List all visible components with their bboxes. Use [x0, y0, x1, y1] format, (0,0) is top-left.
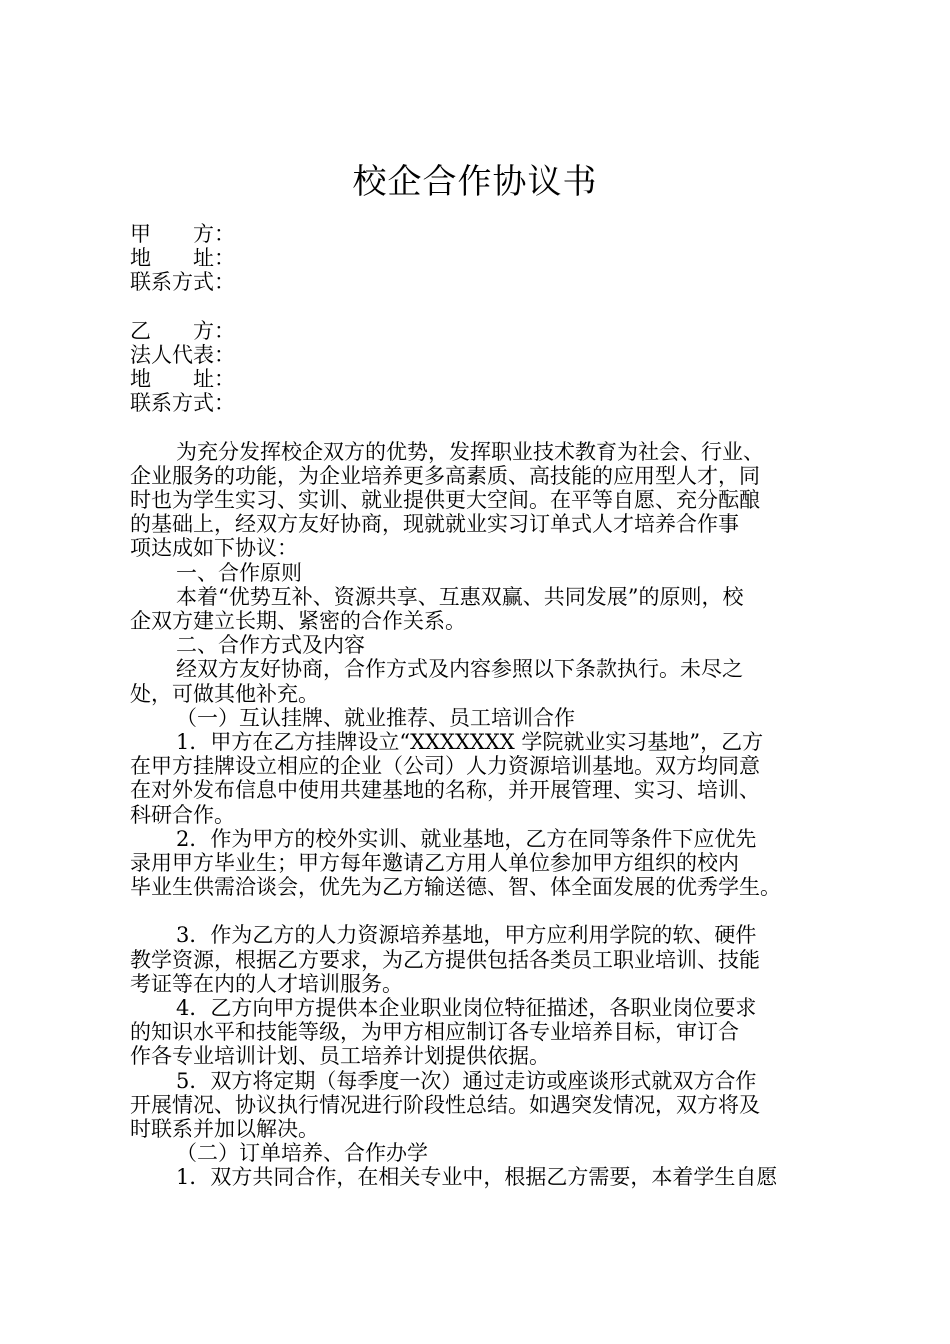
clause-line: 的知识水平和技能等级，为甲方相应制订各专业培养目标，审订合 — [130, 1020, 739, 1045]
clause-line: 4．乙方向甲方提供本企业职业岗位特征描述，各职业岗位要求 — [176, 996, 757, 1020]
subsection-heading: （一）互认挂牌、就业推荐、员工培训合作 — [176, 705, 575, 730]
clause-line: 毕业生供需洽谈会，优先为乙方输送德、智、体全面发展的优秀学生。 — [130, 875, 781, 900]
clause-line: 科研合作。 — [130, 802, 235, 827]
blank-line — [130, 295, 830, 319]
clause-line: 开展情况、协议执行情况进行阶段性总结。如遇突发情况，双方将及 — [130, 1092, 760, 1117]
clause-line: 在甲方挂牌设立相应的企业（公司）人力资源培训基地。双方均同意 — [130, 754, 760, 779]
party-a-address-label: 地 址： — [130, 246, 235, 271]
paragraph-line: 企双方建立长期、紧密的合作关系。 — [130, 609, 466, 633]
clause-line: 时联系并加以解决。 — [130, 1116, 319, 1141]
clause-line: 5．双方将定期（每季度一次）通过走访或座谈形式就双方合作 — [176, 1068, 757, 1093]
party-b-address-label: 地 址： — [130, 367, 235, 392]
paragraph-line: 处，可做其他补充。 — [130, 681, 319, 706]
section-heading: 一、合作原则 — [176, 560, 302, 585]
clause-line: 考证等在内的人才培训服务。 — [130, 971, 403, 996]
intro-line: 时也为学生实习、实训、就业提供更大空间。在平等自愿、充分酝酿 — [130, 488, 760, 513]
subsection-heading: （二）订单培养、合作办学 — [176, 1141, 428, 1166]
intro-line: 项达成如下协议： — [130, 536, 298, 561]
party-b-rep-label: 法人代表： — [130, 342, 235, 367]
clause-line: 在对外发布信息中使用共建基地的名称，并开展管理、实习、培训、 — [130, 778, 760, 803]
document-title: 校企合作协议书 — [352, 162, 598, 202]
clause-line: 1．双方共同合作，在相关专业中，根据乙方需要，本着学生自愿 — [176, 1165, 778, 1190]
document-body — [130, 222, 830, 1190]
intro-line: 为充分发挥校企双方的优势，发挥职业技术教育为社会、行业、 — [176, 439, 764, 464]
section-heading: 二、合作方式及内容 — [176, 633, 365, 658]
party-b-contact-label: 联系方式： — [130, 391, 235, 416]
party-b-name-label: 乙 方： — [130, 318, 235, 343]
intro-line: 的基础上，经双方友好协商，现就就业实习订单式人才培养合作事 — [130, 512, 739, 537]
clause-line: 2．作为甲方的校外实训、就业基地，乙方在同等条件下应优先 — [176, 826, 757, 851]
party-a-name-label: 甲 方： — [130, 222, 235, 246]
party-a-contact-label: 联系方式： — [130, 270, 235, 295]
clause-line: 录用甲方毕业生；甲方每年邀请乙方用人单位参加甲方组织的校内 — [130, 850, 739, 875]
paragraph-line: 经双方友好协商，合作方式及内容参照以下条款执行。未尽之 — [176, 657, 743, 682]
blank-line — [130, 416, 830, 440]
blank-line — [130, 899, 830, 923]
intro-line: 企业服务的功能，为企业培养更多高素质、高技能的应用型人才，同 — [130, 463, 760, 488]
clause-line: 教学资源，根据乙方要求，为乙方提供包括各类员工职业培训、技能 — [130, 947, 760, 972]
clause-line: 3．作为乙方的人力资源培养基地，甲方应利用学院的软、硬件 — [176, 923, 757, 948]
clause-line: 1．甲方在乙方挂牌设立“XXXXXXX 学院就业实习基地”，乙方 — [176, 729, 764, 754]
paragraph-line: 本着“优势互补、资源共享、互惠双赢、共同发展”的原则，校 — [176, 584, 744, 609]
clause-line: 作各专业培训计划、员工培养计划提供依据。 — [130, 1044, 550, 1069]
